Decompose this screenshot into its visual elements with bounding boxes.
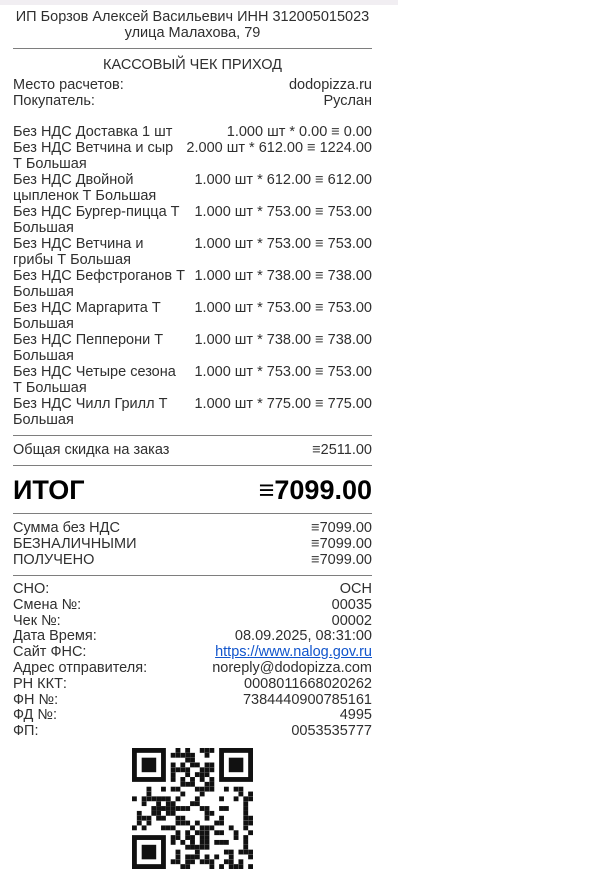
total-value: ≡7099.00: [311, 552, 372, 568]
item-name: Без НДС Ветчина и грибы Т Большая: [13, 236, 144, 268]
detail-label: Сайт ФНС:: [13, 644, 87, 661]
item-amount: 1.000 шт * 738.00 ≡ 738.00: [194, 268, 372, 284]
item-amount: 1.000 шт * 753.00 ≡ 753.00: [194, 300, 372, 316]
merchant-address: улица Малахова, 79: [124, 25, 261, 41]
detail-row-shift: [13, 598, 372, 614]
qr-container: [13, 748, 372, 873]
item-name: Без НДС Четыре сезона Т Большая: [13, 364, 176, 396]
item-row: [13, 172, 372, 204]
detail-value: 7384440900785161: [242, 691, 372, 708]
total-value: ≡7099.00: [311, 536, 372, 552]
item-row: [13, 396, 372, 428]
detail-label: ФН №:: [13, 691, 59, 708]
item-amount: 1.000 шт * 738.00 ≡ 738.00: [194, 332, 372, 348]
item-amount: 1.000 шт * 753.00 ≡ 753.00: [194, 364, 372, 380]
detail-row-sender: [13, 661, 372, 677]
item-row: [13, 364, 372, 396]
detail-value: 08.09.2025, 08:31:00: [234, 628, 372, 645]
item-row: [13, 268, 372, 300]
detail-row-fn: [13, 693, 372, 709]
grand-total-row: [13, 475, 372, 505]
detail-row-fd: [13, 708, 372, 724]
item-row: [13, 140, 372, 172]
detail-label: Смена №:: [13, 596, 82, 613]
item-name: Без НДС Пепперони Т Большая: [13, 332, 164, 364]
item-row: [13, 204, 372, 236]
item-name: Без НДС Двойной цыпленок Т Большая: [13, 172, 157, 204]
total-row-no-vat: [13, 520, 372, 536]
detail-row-check: [13, 614, 372, 630]
detail-value: 00002: [331, 612, 372, 629]
detail-label: ФД №:: [13, 707, 57, 724]
divider: [13, 435, 372, 436]
total-value: ≡7099.00: [311, 520, 372, 536]
grand-total-label: ИТОГ: [13, 475, 85, 505]
item-amount: 1.000 шт * 753.00 ≡ 753.00: [194, 204, 372, 220]
item-row: [13, 332, 372, 364]
detail-value: 4995: [339, 707, 372, 724]
items-list: [13, 124, 372, 428]
item-amount: 1.000 шт * 612.00 ≡ 612.00: [194, 172, 372, 188]
divider: [13, 513, 372, 514]
detail-label: Дата Время:: [13, 628, 97, 645]
grand-total-value: ≡7099.00: [258, 475, 372, 505]
detail-row-sno: [13, 582, 372, 598]
detail-row-fp: [13, 724, 372, 740]
item-name: Без НДС Чилл Грилл Т Большая: [13, 396, 168, 428]
item-row: [13, 124, 372, 140]
detail-label: ФП:: [13, 723, 39, 740]
item-amount: 2.000 шт * 612.00 ≡ 1224.00: [186, 140, 372, 156]
merchant-name-inn: ИП Борзов Алексей Васильевич ИНН 312005015023: [15, 9, 370, 25]
detail-label: РН ККТ:: [13, 675, 67, 692]
total-row-cashless: [13, 536, 372, 552]
fns-site-link[interactable]: https://www.nalog.gov.ru: [215, 644, 372, 661]
detail-label: СНО:: [13, 581, 50, 597]
total-label: Сумма без НДС: [13, 520, 120, 536]
page-top-strip: [0, 0, 398, 5]
item-row: [13, 300, 372, 332]
document-type-title: КАССОВЫЙ ЧЕК ПРИХОД: [103, 57, 282, 73]
discount-label: Общая скидка на заказ: [13, 442, 170, 458]
item-row: [13, 236, 372, 268]
detail-label: Чек №:: [13, 612, 61, 629]
detail-value: noreply@dodopizza.com: [212, 659, 372, 676]
discount-value: ≡2511.00: [312, 442, 372, 458]
info-row-customer: [13, 93, 372, 109]
item-amount: 1.000 шт * 753.00 ≡ 753.00: [194, 236, 372, 252]
divider: [13, 48, 372, 49]
detail-label: Адрес отправителя:: [13, 659, 148, 676]
item-name: Без НДС Маргарита Т Большая: [13, 300, 161, 332]
detail-value: 00035: [331, 596, 372, 613]
info-label: Место расчетов:: [13, 77, 124, 93]
info-row-place: [13, 77, 372, 93]
item-name: Без НДС Доставка 1 шт: [13, 124, 173, 140]
item-name: Без НДС Ветчина и сыр Т Большая: [13, 140, 174, 172]
fiscal-qr-code: [132, 748, 253, 869]
fiscal-details: [13, 582, 372, 740]
total-label: БЕЗНАЛИЧНЫМИ: [13, 536, 137, 552]
detail-value: 0053535777: [291, 723, 372, 740]
item-amount: 1.000 шт * 0.00 ≡ 0.00: [226, 124, 372, 140]
item-name: Без НДС Бефстроганов Т Большая: [13, 268, 185, 300]
divider: [13, 465, 372, 466]
detail-value: ОСН: [339, 581, 372, 597]
info-label: Покупатель:: [13, 93, 95, 109]
payment-totals: [13, 520, 372, 568]
divider: [13, 575, 372, 576]
item-amount: 1.000 шт * 775.00 ≡ 775.00: [194, 396, 372, 412]
detail-row-rn-kkt: [13, 677, 372, 693]
total-label: ПОЛУЧЕНО: [13, 552, 95, 568]
detail-value: 0008011668020262: [244, 675, 372, 692]
discount-row: [13, 442, 372, 458]
item-name: Без НДС Бургер-пицца Т Большая: [13, 204, 180, 236]
detail-row-datetime: [13, 629, 372, 645]
detail-row-fns-site: [13, 645, 372, 661]
info-value: dodopizza.ru: [288, 77, 372, 93]
total-row-received: [13, 552, 372, 568]
info-value: Руслан: [323, 93, 372, 109]
